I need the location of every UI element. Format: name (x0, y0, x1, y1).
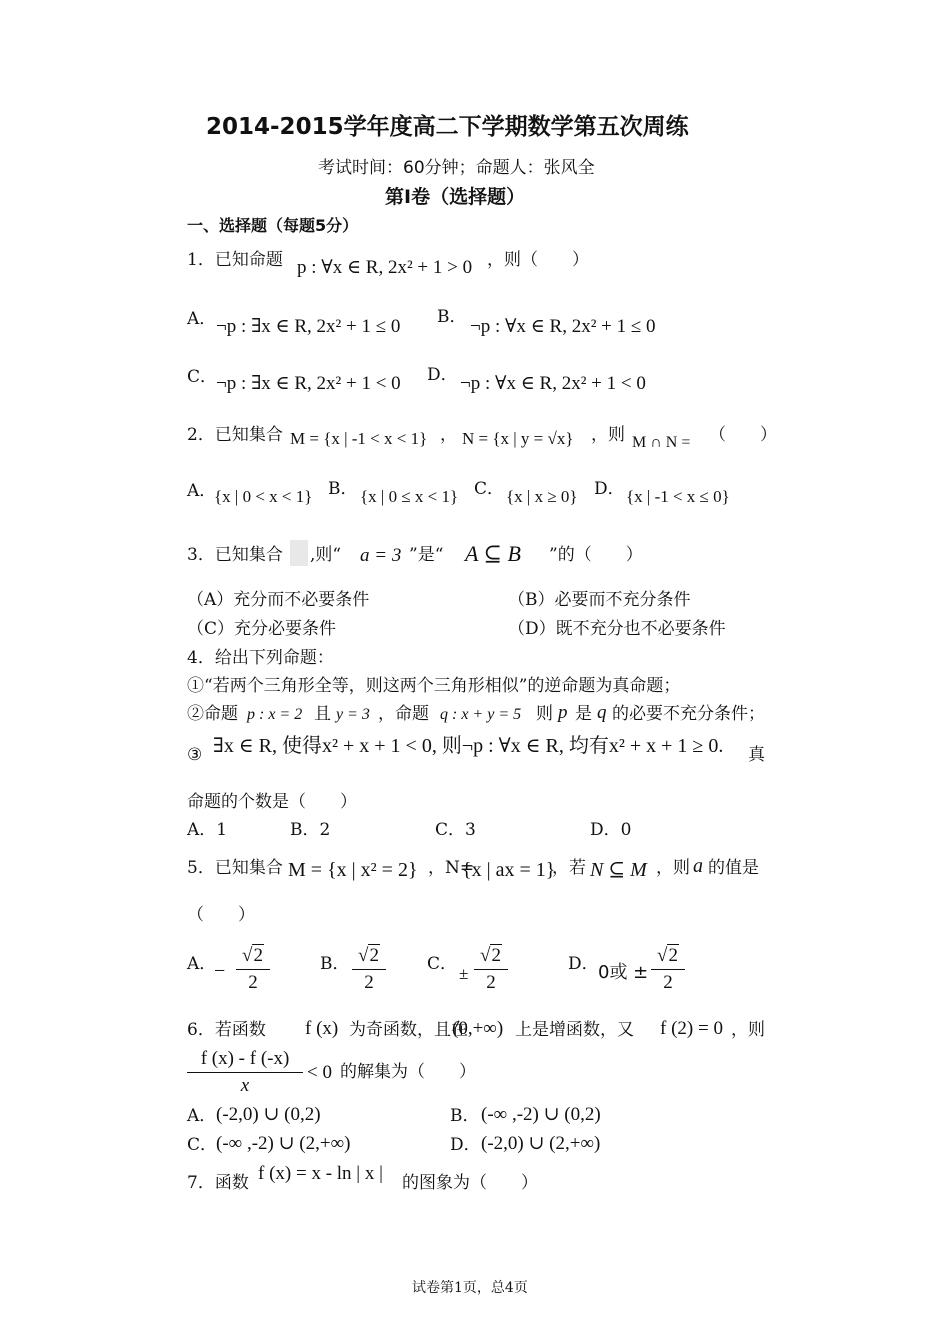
q7-stem: 7．函数 (187, 1173, 249, 1193)
q2-option-d: {x | -1 < x ≤ 0} (626, 487, 730, 506)
q6-stem-d: ，则 (731, 1020, 765, 1040)
q5-option-b-label: B． (320, 954, 350, 974)
q3-relation: A ⊆ B (465, 541, 521, 566)
q6-option-b-label: B． (450, 1106, 480, 1126)
q6-fraction-num: f (x) - f (-x) (200, 1048, 290, 1069)
q4-item-2-q: q : x + y = 5 (440, 706, 522, 723)
q5-then: ，则 (656, 858, 690, 878)
q3-condition: a = 3 (360, 545, 402, 566)
q4-item-2-y: y = 3 (336, 706, 370, 723)
q4-option-b: B．2 (290, 820, 331, 840)
q5-c-num: 2 (491, 945, 501, 966)
q6-option-c-label: C． (187, 1135, 218, 1155)
q5-var: a (693, 855, 703, 877)
q1-option-c: ¬p : ∃x ∈ R, 2x² + 1 < 0 (216, 373, 401, 394)
q6-option-a-label: A． (187, 1106, 217, 1126)
q6-interval: (0,+∞) (452, 1018, 504, 1039)
q1-option-b: ¬p : ∀x ∈ R, 2x² + 1 ≤ 0 (470, 316, 656, 337)
q2-intersection: M ∩ N = (632, 434, 691, 451)
q5-set-m: M = {x | x² = 2} (288, 859, 418, 881)
q6-stem-b: 为奇函数，且在 (349, 1020, 468, 1040)
q5-option-c-sign: ± (459, 964, 469, 983)
q3-option-c: （C）充分必要条件 (187, 619, 337, 639)
q5-set-n: {x | ax = 1} (462, 859, 556, 881)
q1-option-b-label: B． (437, 307, 467, 327)
q7-tail: 的图象为（ ） (402, 1173, 538, 1193)
q5-d-den: 2 (663, 972, 673, 993)
q2-sep: ， (440, 425, 457, 445)
q6-option-d-label: D． (450, 1135, 481, 1155)
q4-item-2-f: 的必要不充分条件； (612, 704, 765, 724)
q2-then: ，则 (591, 425, 625, 445)
q1-option-a-label: A． (187, 309, 217, 329)
page-title: 2014-2015学年度高二下学期数学第五次周练 (206, 114, 689, 140)
q5-stem: 5．已知集合 (187, 858, 283, 878)
q4-item-2-a: ②命题 (187, 704, 238, 724)
q4-item-2-d: 则 (536, 704, 553, 724)
q5-option-a-fraction: √2 2 (236, 944, 270, 995)
q6-stem-c: 上是增函数，又 (515, 1020, 634, 1040)
q3-option-a: （A）充分而不必要条件 (187, 590, 370, 610)
page-footer: 试卷第1页，总4页 (412, 1280, 528, 1296)
q5-option-a-label: A． (187, 954, 217, 974)
q6-fraction-den: x (240, 1075, 250, 1096)
q2-option-d-label: D． (594, 479, 625, 499)
q5-sep: ，N= (428, 858, 475, 878)
q2-option-b: {x | 0 ≤ x < 1} (360, 487, 459, 506)
q1-tail: ，则（ ） (487, 250, 589, 270)
q2-option-a: {x | 0 < x < 1} (214, 487, 313, 506)
q6-option-d: (-2,0) ∪ (2,+∞) (481, 1133, 601, 1154)
q4-item-1: ①“若两个三角形全等，则这两个三角形相似”的逆命题为真命题； (187, 676, 681, 696)
part-heading: 第Ⅰ卷（选择题） (385, 186, 526, 208)
q2-option-b-label: B． (328, 479, 358, 499)
q6-f2: f (2) = 0 (660, 1018, 723, 1039)
q2-set-n: N = {x | y = √x} (462, 429, 574, 448)
q4-item-3-tail: 真 (748, 745, 765, 765)
q2-option-a-label: A． (187, 481, 217, 501)
q5-option-c-label: C． (427, 954, 458, 974)
q3-option-d: （D）既不充分也不必要条件 (508, 619, 726, 639)
exam-info: 考试时间：60分钟；命题人：张风全 (318, 158, 595, 178)
q6-fx: f (x) (305, 1018, 339, 1039)
q1-stem: 1．已知命题 (187, 250, 283, 270)
q5-b-num: 2 (369, 945, 379, 966)
q5-option-a-sign: − (214, 960, 226, 982)
q5-option-b-fraction: √2 2 (352, 944, 386, 995)
q5-a-den: 2 (248, 972, 258, 993)
q1-option-d: ¬p : ∀x ∈ R, 2x² + 1 < 0 (460, 373, 646, 394)
q4-option-a: A．1 (187, 820, 228, 840)
q6-option-c: (-∞ ,-2) ∪ (2,+∞) (216, 1133, 351, 1154)
q6-fraction (187, 1047, 303, 1098)
q2-set-m: M = {x | -1 < x < 1} (290, 429, 428, 448)
q5-paren: （ ） (187, 905, 255, 925)
q4-item-2-e: 是 (575, 704, 592, 724)
q1-option-c-label: C． (187, 367, 218, 387)
q4-option-d: D．0 (590, 820, 632, 840)
q5-tail: 的值是 (708, 858, 759, 878)
q4-item-3-expr: ∃x ∈ R, 使得x² + x + 1 < 0, 则¬p : ∀x ∈ R, 均有x² + x + 1 ≥ 0. (213, 735, 724, 757)
q5-if: ，若 (552, 858, 586, 878)
q6-stem-a: 6．若函数 (187, 1020, 266, 1040)
q6-tail: 的解集为（ ） (340, 1062, 476, 1082)
q1-option-a: ¬p : ∃x ∈ R, 2x² + 1 ≤ 0 (216, 316, 401, 337)
q5-a-num: 2 (253, 945, 263, 966)
q3-mid: ”是“ (409, 545, 444, 565)
q4-item-3-mark: ③ (187, 745, 203, 765)
q2-option-c: {x | x ≥ 0} (506, 487, 578, 506)
q5-option-d-fraction: √2 2 (651, 944, 685, 995)
q6-option-a: (-2,0) ∪ (0,2) (216, 1104, 321, 1125)
q1-proposition: p : ∀x ∈ R, 2x² + 1 > 0 (297, 257, 473, 278)
q3-then: ,则“ (310, 545, 342, 565)
q4-item-2-qq: q (597, 702, 607, 723)
q4-stem: 4．给出下列命题： (187, 648, 334, 668)
q1-option-d-label: D． (427, 365, 458, 385)
q3-option-b: （B）必要而不充分条件 (508, 590, 691, 610)
q2-paren: （ ） (709, 425, 777, 445)
q5-d-num: 2 (668, 945, 678, 966)
q3-stem: 3．已知集合 (187, 545, 283, 565)
q3-missing-formula-image (290, 540, 308, 566)
q7-function: f (x) = x - ln | x | (258, 1163, 383, 1184)
q4-option-c: C．3 (435, 820, 476, 840)
q5-b-den: 2 (364, 972, 374, 993)
q4-item-2-c: ，命题 (378, 704, 429, 724)
q5-c-den: 2 (486, 972, 496, 993)
q5-option-c-fraction: √2 2 (474, 944, 508, 995)
q3-tail: ”的（ ） (549, 545, 643, 565)
section-heading: 一、选择题（每题5分） (187, 216, 359, 235)
q5-option-d-label: D． (568, 954, 599, 974)
q2-stem: 2．已知集合 (187, 425, 283, 445)
q2-option-c-label: C． (474, 479, 505, 499)
q5-relation: N ⊆ M (590, 859, 647, 881)
q4-item-2-p: p : x = 2 (247, 706, 303, 723)
q4-item-2-pp: p (558, 702, 568, 723)
q4-item-2-b: 且 (314, 704, 331, 724)
q6-option-b: (-∞ ,-2) ∪ (0,2) (481, 1104, 601, 1125)
q5-option-d-prefix: 0或 ± (598, 962, 649, 983)
q6-inequality: < 0 (307, 1062, 332, 1083)
q4-count: 命题的个数是（ ） (187, 792, 357, 812)
